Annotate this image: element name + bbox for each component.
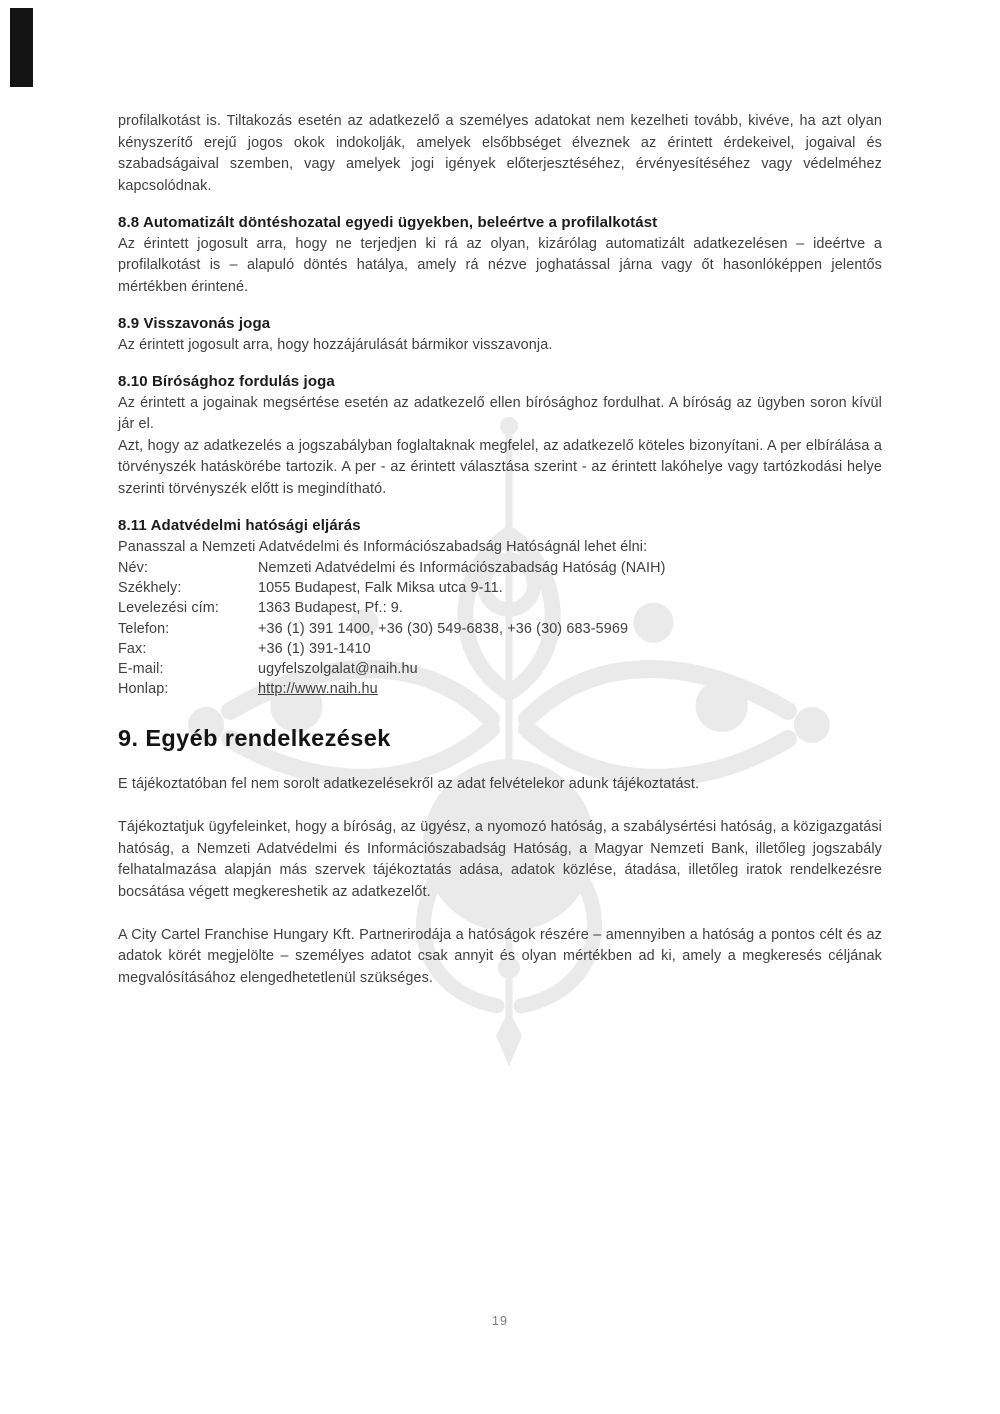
section-8-9 bbox=[118, 313, 882, 356]
section-heading: 8.9 Visszavonás joga bbox=[118, 315, 271, 332]
section-paragraph: Az érintett jogosult arra, hogy ne terjedjen ki rá az olyan, kizárólag automatizált adatkezelésen – ideértve a profilalkotást is – alapuló döntés hatálya, amely rá nézve joghatással járna vagy őt hasonlóképpen jelentős mértékben érintené. bbox=[118, 235, 882, 295]
contact-row bbox=[118, 558, 882, 578]
chapter-heading: 9. Egyéb rendelkezések bbox=[118, 725, 391, 752]
contact-value: 1363 Budapest, Pf.: 9. bbox=[258, 600, 404, 617]
contact-label: Székhely: bbox=[118, 580, 182, 597]
contact-row bbox=[118, 578, 882, 598]
section-paragraph: Panasszal a Nemzeti Adatvédelmi és Információszabadság Hatóságnál lehet élni: bbox=[118, 538, 648, 555]
contact-row bbox=[118, 619, 882, 639]
page-number: 19 bbox=[492, 1314, 508, 1328]
corner-mark bbox=[10, 8, 33, 87]
naih-website-link[interactable]: http://www.naih.hu bbox=[258, 681, 378, 698]
contact-row bbox=[118, 659, 882, 679]
contact-label: E-mail: bbox=[118, 661, 164, 678]
section-paragraph: Tájékoztatjuk ügyfeleinket, hogy a bíróság, az ügyész, a nyomozó hatóság, a szabálysértési hatóság, a közigazgatási hatóság, a Nemzeti Adatvédelmi és Információszabadság Hatóság, a Magyar Nemzeti Bank, illetőleg jogszabály felhatalmazása alapján más szervek tájékoztatás adása, adatok közlése, átadása, illetőleg iratok rendelkezésre bocsátása végett megkereshetik az adatkezelőt. bbox=[118, 819, 882, 900]
contact-label: Honlap: bbox=[118, 681, 169, 698]
section-paragraph: E tájékoztatóban fel nem sorolt adatkezelésekről az adat felvételekor adunk tájékoztatást. bbox=[118, 776, 700, 793]
contact-row bbox=[118, 598, 882, 618]
contact-label: Név: bbox=[118, 560, 149, 576]
contact-value: ugyfelszolgalat@naih.hu bbox=[258, 661, 418, 678]
section-heading: 8.10 Bírósághoz fordulás joga bbox=[118, 373, 335, 390]
section-8-10 bbox=[118, 371, 882, 500]
section-paragraph: Azt, hogy az adatkezelés a jogszabályban foglaltaknak megfelel, az adatkezelő köteles bizonyítani. A per elbírálása a törvényszék hatáskörébe tartozik. A per - az érintett választása szerint - az érintett lakóhelye vagy tartózkodási helye szerinti törvényszék előtt is megindítható. bbox=[118, 437, 882, 497]
section-paragraph: Az érintett a jogainak megsértése esetén az adatkezelő ellen bírósághoz fordulhat. A bíróság az ügyben soron kívül jár el. bbox=[118, 394, 882, 432]
section-9 bbox=[118, 725, 882, 989]
contact-value: 1055 Budapest, Falk Miksa utca 9-11. bbox=[258, 580, 503, 597]
carryover-paragraph: profilalkotást is. Tiltakozás esetén az adatkezelő a személyes adatokat nem kezelheti tovább, kivéve, ha azt olyan kényszerítő erejű jogos okok indokolják, amelyek elsőbbséget élveznek az érintett érdekeivel, jogaival és szabadságaival szemben, vagy amelyek jogi igények előterjesztéséhez, érvényesítéséhez vagy védelméhez kapcsolódnak. bbox=[118, 113, 882, 194]
contact-row bbox=[118, 679, 882, 699]
contact-label: Levelezési cím: bbox=[118, 600, 219, 617]
contact-row bbox=[118, 639, 882, 659]
contact-label: Telefon: bbox=[118, 620, 170, 637]
section-8-8 bbox=[118, 212, 882, 298]
authority-contact-list bbox=[118, 558, 882, 699]
contact-label: Fax: bbox=[118, 640, 147, 657]
contact-value: Nemzeti Adatvédelmi és Információszabadság Hatóság (NAIH) bbox=[258, 560, 666, 576]
contact-value: +36 (1) 391-1410 bbox=[258, 640, 371, 657]
contact-value: +36 (1) 391 1400, +36 (30) 549-6838, +36 (30) 683-5969 bbox=[258, 620, 629, 637]
section-paragraph: Az érintett jogosult arra, hogy hozzájárulását bármikor visszavonja. bbox=[118, 336, 553, 353]
section-heading: 8.11 Adatvédelmi hatósági eljárás bbox=[118, 517, 361, 534]
section-paragraph: A City Cartel Franchise Hungary Kft. Partnerirodája a hatóságok részére – amennyiben a hatóság a pontos célt és az adatok körét megjelölte – személyes adatot csak annyit és olyan mértékben ad ki, amely a megkeresés céljának megvalósításához elengedhetetlenül szükséges. bbox=[118, 926, 882, 986]
section-8-11 bbox=[118, 515, 882, 699]
section-heading: 8.8 Automatizált döntéshozatal egyedi ügyekben, beleértve a profilalkotást bbox=[118, 214, 658, 231]
